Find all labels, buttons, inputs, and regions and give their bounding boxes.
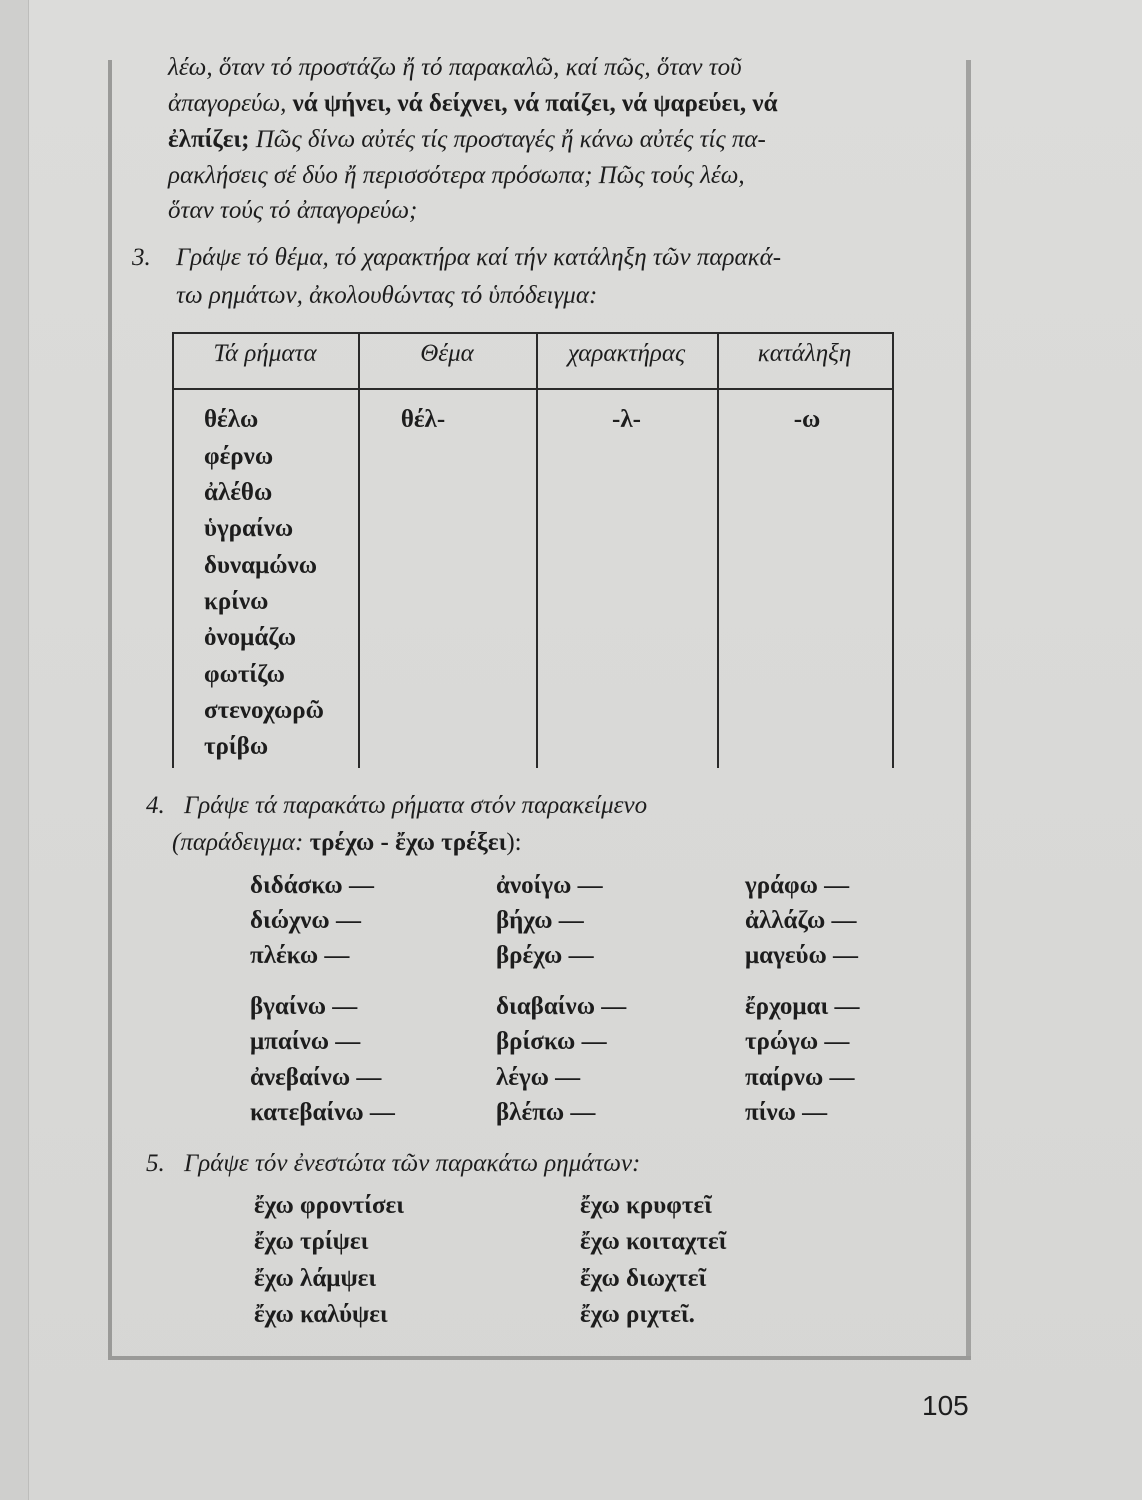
ex4-verb: μπαίνω —	[250, 1028, 361, 1055]
intro-line-1: λέω, ὅταν τό προστάζω ἤ τό παρακαλῶ, καί πῶς, ὅταν τοῦ	[168, 54, 742, 81]
ex4-verb: πίνω —	[745, 1099, 828, 1126]
exercise-4-example-close: ):	[506, 829, 522, 856]
frame-left-border	[108, 60, 112, 1360]
ex4-verb: κατεβαίνω —	[250, 1099, 395, 1126]
ex5-verb: ἔχω διωχτεῖ	[580, 1265, 707, 1292]
ex5-verb: ἔχω κοιταχτεῖ	[580, 1228, 727, 1255]
page-number: 105	[922, 1390, 969, 1421]
ex4-verb: παίρνω —	[745, 1064, 855, 1091]
ex4-verb: πλέκω —	[250, 942, 350, 969]
table-col-border	[358, 332, 360, 768]
ex4-verb: βλέπω —	[496, 1099, 596, 1126]
table-verb: φέρνω	[204, 443, 274, 470]
intro-line-3	[168, 126, 766, 154]
exercise-5-line-1: Γράψε τόν ἐνεστώτα τῶν παρακάτω ρημάτων:	[184, 1150, 641, 1177]
frame-right-border	[966, 60, 971, 1360]
ex4-verb: γράφω —	[745, 872, 850, 899]
table-col-border	[892, 332, 894, 768]
table-verb: θέλω	[204, 406, 259, 433]
table-header-ending: κατάληξη	[757, 340, 852, 367]
table-col-border	[172, 332, 174, 768]
table-verb: ὑγραίνω	[204, 515, 294, 542]
table-verb: τρίβω	[204, 733, 269, 760]
table-header-separator	[172, 388, 894, 390]
intro-line-4: ρακλήσεις σέ δύο ἤ περισσότερα πρόσωπα; Πῶς τούς λέω,	[168, 162, 745, 189]
ex5-verb: ἔχω ριχτεῖ.	[580, 1301, 695, 1328]
table-header-theme: Θέμα	[420, 340, 474, 367]
example-character: -λ-	[612, 406, 641, 433]
exercise-5-number: 5.	[146, 1150, 165, 1177]
table-verb: στενοχωρῶ	[204, 697, 324, 724]
ex4-verb: διώχνω —	[250, 907, 361, 934]
ex5-verb: ἔχω λάμψει	[254, 1265, 377, 1292]
ex4-verb: μαγεύω —	[745, 942, 859, 969]
exercise-3-line-1: Γράψε τό θέμα, τό χαρακτήρα καί τήν κατάληξη τῶν παρακά-	[176, 244, 782, 271]
exercise-4-line-1: Γράψε τά παρακάτω ρήματα στόν παρακείμενο	[184, 792, 648, 819]
exercise-3-line-2: τω ρημάτων, ἀκολουθώντας τό ὑπόδειγμα:	[176, 282, 598, 309]
ex4-verb: τρώγω —	[745, 1028, 850, 1055]
page-binding-edge	[0, 0, 29, 1500]
exercise-3-number: 3.	[132, 244, 151, 271]
table-verb: ἀλέθω	[204, 479, 273, 506]
table-col-border	[717, 332, 719, 768]
exercise-4-number: 4.	[146, 792, 165, 819]
frame-bottom-border	[108, 1356, 971, 1360]
ex4-verb: βήχω —	[496, 907, 584, 934]
ex4-verb: βρέχω —	[496, 942, 594, 969]
intro-line-5: ὅταν τούς τό ἀπαγορεύω;	[168, 197, 418, 224]
table-verb: ὀνομάζω	[204, 624, 297, 651]
verb-table	[172, 332, 894, 768]
exercise-4-line-2	[172, 829, 522, 857]
intro-line-2-italic: ἀπαγορεύω,	[168, 90, 287, 117]
table-header-verbs: Τά ρήματα	[213, 340, 317, 367]
ex4-verb: ἀλλάζω —	[745, 907, 857, 934]
ex4-verb: βγαίνω —	[250, 993, 358, 1020]
ex4-verb: βρίσκω —	[496, 1028, 607, 1055]
table-header-character: χαρακτήρας	[567, 340, 686, 367]
table-verb: φωτίζω	[204, 661, 285, 688]
example-theme: θέλ-	[400, 406, 446, 433]
ex5-verb: ἔχω καλύψει	[254, 1301, 388, 1328]
table-col-border	[536, 332, 538, 768]
intro-line-3-italic: Πῶς δίνω αὐτές τίς προσταγές ἤ κάνω αὐτές τίς πα-	[255, 126, 766, 153]
example-ending: -ω	[793, 406, 821, 433]
exercise-4-example-label: (παράδειγμα:	[172, 829, 304, 856]
exercise-4-example: τρέχω - ἔχω τρέξει	[309, 829, 507, 856]
ex5-verb: ἔχω τρίψει	[254, 1228, 369, 1255]
intro-line-2	[168, 90, 778, 118]
ex4-verb: διδάσκω —	[250, 872, 374, 899]
ex4-verb: ἔρχομαι —	[745, 993, 860, 1020]
ex5-verb: ἔχω κρυφτεῖ	[580, 1192, 712, 1219]
table-verb: κρίνω	[204, 588, 269, 615]
table-verb: δυναμώνω	[204, 552, 317, 579]
ex4-verb: λέγω —	[496, 1064, 581, 1091]
ex4-verb: ἀνοίγω —	[496, 872, 603, 899]
intro-line-2-bold: νά ψήνει, νά δείχνει, νά παίζει, νά ψαρεύει, νά	[292, 90, 778, 117]
intro-line-3-bold: ἐλπίζει;	[168, 126, 250, 153]
table-top-border	[172, 332, 894, 334]
ex4-verb: ἀνεβαίνω —	[250, 1064, 382, 1091]
ex5-verb: ἔχω φροντίσει	[254, 1192, 404, 1219]
ex4-verb: διαβαίνω —	[496, 993, 627, 1020]
